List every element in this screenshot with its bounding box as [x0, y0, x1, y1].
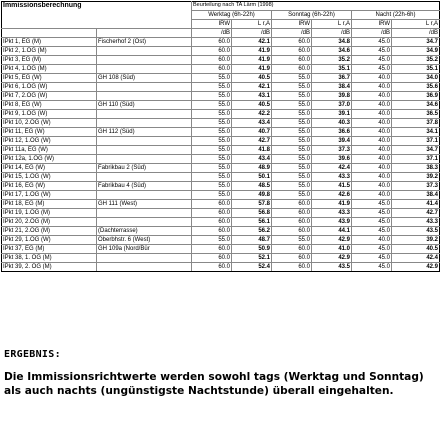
- nacht-irw-cell: 45.0: [352, 227, 392, 236]
- table-row: [2, 191, 440, 200]
- nacht-irw-cell: 45.0: [352, 65, 392, 74]
- nacht-lra-cell: 37.3: [392, 182, 440, 191]
- table-row: [2, 47, 440, 56]
- building-cell: (Dachterrasse): [97, 227, 192, 236]
- building-cell: GH 110 (Süd): [97, 101, 192, 110]
- nacht-irw-cell: 40.0: [352, 137, 392, 146]
- sonntag-irw-cell: 55.0: [272, 164, 312, 173]
- sonntag-irw-cell: 60.0: [272, 254, 312, 263]
- table-row: [2, 92, 440, 101]
- sonntag-lra-cell: 40.3: [312, 119, 352, 128]
- immission-sheet: [1, 1, 440, 272]
- table-row: [2, 119, 440, 128]
- point-cell: IPkt 18, EG (M): [2, 200, 97, 209]
- unit-label: /dB: [192, 29, 232, 38]
- nacht-lra-cell: 42.4: [392, 254, 440, 263]
- building-cell: [97, 146, 192, 155]
- nacht-irw-cell: 45.0: [352, 254, 392, 263]
- point-cell: IPkt 4, 1.OG (M): [2, 65, 97, 74]
- point-cell: IPkt 20, 2.OG (M): [2, 218, 97, 227]
- sonntag-lra-cell: 44.1: [312, 227, 352, 236]
- table-row: [2, 263, 440, 272]
- werktag-lra-cell: 52.1: [232, 254, 272, 263]
- werktag-lra-cell: 41.9: [232, 65, 272, 74]
- werktag-lra-cell: 49.8: [232, 191, 272, 200]
- nacht-lra-cell: 42.7: [392, 209, 440, 218]
- period-werktag: Werktag (6h-22h): [192, 11, 272, 20]
- table-row: [2, 155, 440, 164]
- sonntag-lra-cell: 39.4: [312, 137, 352, 146]
- sonntag-lra-cell: 39.8: [312, 92, 352, 101]
- nacht-lra-cell: 37.1: [392, 155, 440, 164]
- sonntag-irw-cell: 60.0: [272, 47, 312, 56]
- werktag-lra-cell: 52.4: [232, 263, 272, 272]
- point-cell: IPkt 5, EG (W): [2, 74, 97, 83]
- table-row: [2, 227, 440, 236]
- sonntag-irw-cell: 60.0: [272, 65, 312, 74]
- sonntag-irw-cell: 55.0: [272, 182, 312, 191]
- sonntag-irw-cell: 55.0: [272, 236, 312, 245]
- building-cell: Oberbhstr. 6 (West): [97, 236, 192, 245]
- sonntag-lra-cell: 42.9: [312, 254, 352, 263]
- table-title: Immissionsberechnung: [2, 2, 192, 29]
- werktag-irw-cell: 60.0: [192, 245, 232, 254]
- werktag-irw-cell: 60.0: [192, 218, 232, 227]
- sonntag-irw-cell: 55.0: [272, 191, 312, 200]
- point-cell: IPkt 15, 1.OG (W): [2, 173, 97, 182]
- building-cell: Fischerhof 2 (Ost): [97, 38, 192, 47]
- table-row: [2, 209, 440, 218]
- nacht-lra-cell: 34.7: [392, 38, 440, 47]
- point-cell: IPkt 11, EG (W): [2, 128, 97, 137]
- sonntag-irw-cell: 60.0: [272, 227, 312, 236]
- nacht-irw-cell: 40.0: [352, 182, 392, 191]
- table-row: [2, 110, 440, 119]
- nacht-irw-cell: 40.0: [352, 101, 392, 110]
- point-cell: IPkt 2, 1.OG (M): [2, 47, 97, 56]
- werktag-lra-cell: 48.7: [232, 236, 272, 245]
- point-cell: IPkt 7, 2.OG (W): [2, 92, 97, 101]
- point-cell: IPkt 10, 2.OG (W): [2, 119, 97, 128]
- building-cell: [97, 173, 192, 182]
- nacht-irw-cell: 40.0: [352, 155, 392, 164]
- sonntag-lra-cell: 36.7: [312, 74, 352, 83]
- point-cell: IPkt 9, 1.OG (W): [2, 110, 97, 119]
- sonntag-irw-cell: 60.0: [272, 38, 312, 47]
- immission-table: [1, 1, 440, 272]
- werktag-lra-cell: 42.2: [232, 110, 272, 119]
- werktag-irw-cell: 60.0: [192, 200, 232, 209]
- werktag-irw-cell: 60.0: [192, 38, 232, 47]
- werktag-irw-cell: 55.0: [192, 164, 232, 173]
- col-irw: IRW: [272, 20, 312, 29]
- building-cell: [97, 47, 192, 56]
- sonntag-irw-cell: 55.0: [272, 119, 312, 128]
- point-cell: IPkt 29, 1.OG (W): [2, 236, 97, 245]
- table-row: [2, 218, 440, 227]
- nacht-lra-cell: 38.3: [392, 164, 440, 173]
- werktag-irw-cell: 55.0: [192, 173, 232, 182]
- nacht-lra-cell: 37.8: [392, 119, 440, 128]
- table-row: [2, 200, 440, 209]
- werktag-irw-cell: 55.0: [192, 146, 232, 155]
- werktag-lra-cell: 42.1: [232, 38, 272, 47]
- nacht-lra-cell: 43.5: [392, 227, 440, 236]
- werktag-lra-cell: 42.1: [232, 83, 272, 92]
- sonntag-lra-cell: 39.6: [312, 155, 352, 164]
- werktag-irw-cell: 60.0: [192, 263, 232, 272]
- result-text: Die Immissionsrichtwerte werden sowohl tags (Werktag und Sonntag) als auch nachts (ungünstigste Nachtstunde) überall eingehalten.: [4, 371, 424, 397]
- result-heading: ERGEBNIS:: [4, 349, 61, 360]
- werktag-lra-cell: 57.8: [232, 200, 272, 209]
- building-cell: [97, 218, 192, 227]
- nacht-irw-cell: 40.0: [352, 92, 392, 101]
- nacht-irw-cell: 40.0: [352, 119, 392, 128]
- werktag-lra-cell: 56.2: [232, 227, 272, 236]
- point-cell: IPkt 16, EG (W): [2, 182, 97, 191]
- building-cell: [97, 209, 192, 218]
- col-irw: IRW: [352, 20, 392, 29]
- point-cell: IPkt 37, EG (M): [2, 245, 97, 254]
- table-row: [2, 101, 440, 110]
- nacht-irw-cell: 45.0: [352, 47, 392, 56]
- nacht-irw-cell: 45.0: [352, 38, 392, 47]
- nacht-irw-cell: 40.0: [352, 146, 392, 155]
- sonntag-irw-cell: 60.0: [272, 245, 312, 254]
- nacht-lra-cell: 37.1: [392, 137, 440, 146]
- col-lra: L r,A: [392, 20, 440, 29]
- unit-label: /dB: [272, 29, 312, 38]
- nacht-irw-cell: 45.0: [352, 218, 392, 227]
- unit-label: /dB: [352, 29, 392, 38]
- werktag-irw-cell: 60.0: [192, 56, 232, 65]
- werktag-irw-cell: 60.0: [192, 47, 232, 56]
- werktag-irw-cell: 55.0: [192, 137, 232, 146]
- result-section: [2, 349, 442, 398]
- werktag-lra-cell: 50.9: [232, 245, 272, 254]
- sonntag-irw-cell: 55.0: [272, 128, 312, 137]
- sonntag-lra-cell: 37.3: [312, 146, 352, 155]
- nacht-lra-cell: 36.5: [392, 110, 440, 119]
- point-cell: IPkt 19, 1.OG (M): [2, 209, 97, 218]
- sonntag-lra-cell: 41.0: [312, 245, 352, 254]
- table-row: [2, 56, 440, 65]
- nacht-lra-cell: 39.2: [392, 173, 440, 182]
- nacht-irw-cell: 45.0: [352, 200, 392, 209]
- building-cell: [97, 263, 192, 272]
- table-row: [2, 128, 440, 137]
- werktag-irw-cell: 55.0: [192, 101, 232, 110]
- sonntag-irw-cell: 55.0: [272, 74, 312, 83]
- table-row: [2, 254, 440, 263]
- assessment-label: Beurteilung nach TA Lärm (1998): [192, 2, 440, 11]
- table-row: [2, 137, 440, 146]
- sonntag-lra-cell: 37.0: [312, 101, 352, 110]
- werktag-irw-cell: 55.0: [192, 83, 232, 92]
- point-cell: IPkt 21, 2.OG (M): [2, 227, 97, 236]
- werktag-lra-cell: 41.9: [232, 47, 272, 56]
- sonntag-lra-cell: 34.6: [312, 47, 352, 56]
- point-cell: IPkt 38, 1. OG (M): [2, 254, 97, 263]
- sonntag-lra-cell: 43.3: [312, 173, 352, 182]
- werktag-irw-cell: 60.0: [192, 209, 232, 218]
- nacht-lra-cell: 42.9: [392, 263, 440, 272]
- nacht-irw-cell: 40.0: [352, 164, 392, 173]
- nacht-lra-cell: 41.4: [392, 200, 440, 209]
- sonntag-lra-cell: 43.3: [312, 209, 352, 218]
- period-nacht: Nacht (22h-6h): [352, 11, 440, 20]
- nacht-irw-cell: 40.0: [352, 110, 392, 119]
- werktag-lra-cell: 42.7: [232, 137, 272, 146]
- nacht-lra-cell: 39.2: [392, 236, 440, 245]
- table-row: [2, 83, 440, 92]
- werktag-irw-cell: 60.0: [192, 65, 232, 74]
- nacht-irw-cell: 40.0: [352, 83, 392, 92]
- sonntag-irw-cell: 60.0: [272, 209, 312, 218]
- nacht-lra-cell: 35.1: [392, 65, 440, 74]
- nacht-lra-cell: 34.1: [392, 128, 440, 137]
- period-sonntag: Sonntag (6h-22h): [272, 11, 352, 20]
- col-lra: L r,A: [232, 20, 272, 29]
- point-cell: IPkt 14, EG (W): [2, 164, 97, 173]
- sonntag-irw-cell: 60.0: [272, 263, 312, 272]
- werktag-irw-cell: 55.0: [192, 155, 232, 164]
- sonntag-irw-cell: 55.0: [272, 173, 312, 182]
- werktag-lra-cell: 56.8: [232, 209, 272, 218]
- nacht-irw-cell: 45.0: [352, 245, 392, 254]
- point-cell: IPkt 11a, EG (W): [2, 146, 97, 155]
- sonntag-lra-cell: 36.6: [312, 128, 352, 137]
- werktag-irw-cell: 55.0: [192, 128, 232, 137]
- building-cell: GH 108 (Süd): [97, 74, 192, 83]
- building-cell: [97, 65, 192, 74]
- point-cell: IPkt 3, EG (M): [2, 56, 97, 65]
- sonntag-lra-cell: 38.4: [312, 83, 352, 92]
- werktag-irw-cell: 55.0: [192, 74, 232, 83]
- nacht-lra-cell: 34.0: [392, 74, 440, 83]
- sonntag-irw-cell: 55.0: [272, 155, 312, 164]
- building-cell: [97, 191, 192, 200]
- building-cell: Fabrikbau 4 (Süd): [97, 182, 192, 191]
- sonntag-lra-cell: 42.9: [312, 236, 352, 245]
- building-cell: [97, 56, 192, 65]
- nacht-lra-cell: 43.3: [392, 218, 440, 227]
- building-cell: GH 111 (West): [97, 200, 192, 209]
- werktag-lra-cell: 50.1: [232, 173, 272, 182]
- unit-label: /dB: [312, 29, 352, 38]
- building-cell: [97, 92, 192, 101]
- building-cell: GH 112 (Süd): [97, 128, 192, 137]
- werktag-irw-cell: 55.0: [192, 236, 232, 245]
- werktag-lra-cell: 43.4: [232, 119, 272, 128]
- nacht-lra-cell: 35.6: [392, 83, 440, 92]
- building-cell: [97, 110, 192, 119]
- point-cell: IPkt 39, 2. OG (M): [2, 263, 97, 272]
- nacht-lra-cell: 38.4: [392, 191, 440, 200]
- table-row: [2, 182, 440, 191]
- sonntag-irw-cell: 55.0: [272, 92, 312, 101]
- table-row: [2, 245, 440, 254]
- nacht-irw-cell: 40.0: [352, 74, 392, 83]
- table-row: [2, 65, 440, 74]
- sonntag-irw-cell: 60.0: [272, 218, 312, 227]
- building-cell: [97, 254, 192, 263]
- header-blank: [2, 29, 97, 38]
- werktag-lra-cell: 40.5: [232, 101, 272, 110]
- table-body: [2, 38, 440, 272]
- unit-label: /dB: [392, 29, 440, 38]
- table-row: [2, 173, 440, 182]
- sonntag-lra-cell: 35.2: [312, 56, 352, 65]
- sonntag-lra-cell: 35.1: [312, 65, 352, 74]
- table-row: [2, 38, 440, 47]
- building-cell: GH 109a (Nord/Bür: [97, 245, 192, 254]
- nacht-lra-cell: 34.9: [392, 47, 440, 56]
- nacht-irw-cell: 45.0: [352, 209, 392, 218]
- sonntag-lra-cell: 43.9: [312, 218, 352, 227]
- nacht-irw-cell: 45.0: [352, 263, 392, 272]
- sonntag-irw-cell: 60.0: [272, 200, 312, 209]
- sonntag-lra-cell: 41.9: [312, 200, 352, 209]
- werktag-lra-cell: 43.4: [232, 155, 272, 164]
- sonntag-irw-cell: 60.0: [272, 56, 312, 65]
- sonntag-lra-cell: 34.8: [312, 38, 352, 47]
- table-row: [2, 74, 440, 83]
- point-cell: IPkt 12, 1.OG (W): [2, 137, 97, 146]
- sonntag-irw-cell: 55.0: [272, 101, 312, 110]
- nacht-lra-cell: 40.5: [392, 245, 440, 254]
- sonntag-lra-cell: 39.1: [312, 110, 352, 119]
- col-irw: IRW: [192, 20, 232, 29]
- building-cell: [97, 83, 192, 92]
- sonntag-lra-cell: 41.5: [312, 182, 352, 191]
- point-cell: IPkt 17, 1.OG (W): [2, 191, 97, 200]
- building-cell: [97, 137, 192, 146]
- werktag-irw-cell: 55.0: [192, 119, 232, 128]
- table-row: [2, 146, 440, 155]
- point-cell: IPkt 6, 1.OG (W): [2, 83, 97, 92]
- nacht-irw-cell: 40.0: [352, 173, 392, 182]
- werktag-lra-cell: 56.1: [232, 218, 272, 227]
- col-lra: L r,A: [312, 20, 352, 29]
- nacht-irw-cell: 40.0: [352, 236, 392, 245]
- werktag-irw-cell: 55.0: [192, 191, 232, 200]
- building-cell: [97, 155, 192, 164]
- table-row: [2, 236, 440, 245]
- werktag-lra-cell: 48.9: [232, 164, 272, 173]
- sonntag-irw-cell: 55.0: [272, 83, 312, 92]
- point-cell: IPkt 8, EG (W): [2, 101, 97, 110]
- nacht-irw-cell: 45.0: [352, 56, 392, 65]
- werktag-lra-cell: 41.8: [232, 146, 272, 155]
- sonntag-lra-cell: 42.4: [312, 164, 352, 173]
- nacht-lra-cell: 34.7: [392, 146, 440, 155]
- werktag-lra-cell: 40.7: [232, 128, 272, 137]
- sonntag-lra-cell: 43.5: [312, 263, 352, 272]
- building-cell: [97, 119, 192, 128]
- sonntag-irw-cell: 55.0: [272, 146, 312, 155]
- werktag-irw-cell: 60.0: [192, 254, 232, 263]
- nacht-irw-cell: 40.0: [352, 191, 392, 200]
- nacht-lra-cell: 36.9: [392, 92, 440, 101]
- werktag-lra-cell: 43.1: [232, 92, 272, 101]
- table-row: [2, 164, 440, 173]
- header-blank: [97, 29, 192, 38]
- nacht-irw-cell: 40.0: [352, 128, 392, 137]
- werktag-irw-cell: 55.0: [192, 92, 232, 101]
- unit-label: /dB: [232, 29, 272, 38]
- werktag-irw-cell: 55.0: [192, 110, 232, 119]
- werktag-irw-cell: 60.0: [192, 227, 232, 236]
- building-cell: Fabrikbau 2 (Süd): [97, 164, 192, 173]
- werktag-lra-cell: 48.5: [232, 182, 272, 191]
- werktag-lra-cell: 41.9: [232, 56, 272, 65]
- nacht-lra-cell: 35.2: [392, 56, 440, 65]
- sonntag-irw-cell: 55.0: [272, 137, 312, 146]
- point-cell: IPkt 12a, 1.OG (W): [2, 155, 97, 164]
- werktag-lra-cell: 40.5: [232, 74, 272, 83]
- nacht-lra-cell: 34.6: [392, 101, 440, 110]
- point-cell: IPkt 1, EG (M): [2, 38, 97, 47]
- sonntag-irw-cell: 55.0: [272, 110, 312, 119]
- werktag-irw-cell: 55.0: [192, 182, 232, 191]
- sonntag-lra-cell: 42.6: [312, 191, 352, 200]
